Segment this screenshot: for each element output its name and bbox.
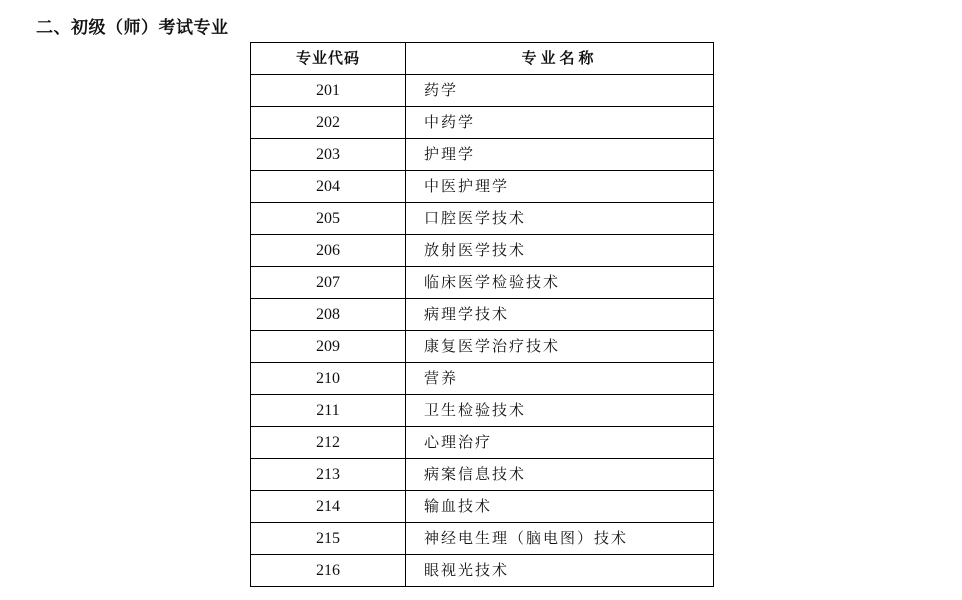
major-code-cell: 212 <box>251 427 406 459</box>
major-name-cell: 神经电生理（脑电图）技术 <box>406 523 714 555</box>
major-name-cell: 放射医学技术 <box>406 235 714 267</box>
major-name-cell: 卫生检验技术 <box>406 395 714 427</box>
section-heading: 二、初级（师）考试专业 <box>36 18 229 38</box>
major-code-cell: 205 <box>251 203 406 235</box>
table-row <box>251 331 714 363</box>
major-code-cell: 203 <box>251 139 406 171</box>
table-row <box>251 107 714 139</box>
majors-table <box>250 42 714 587</box>
major-code-cell: 216 <box>251 555 406 587</box>
table-row <box>251 555 714 587</box>
column-header-name: 专业名称 <box>406 43 714 75</box>
table-row <box>251 75 714 107</box>
major-name-cell: 病案信息技术 <box>406 459 714 491</box>
major-name-cell: 口腔医学技术 <box>406 203 714 235</box>
table-row <box>251 459 714 491</box>
table-row <box>251 523 714 555</box>
major-name-cell: 中药学 <box>406 107 714 139</box>
major-code-cell: 207 <box>251 267 406 299</box>
major-code-cell: 211 <box>251 395 406 427</box>
major-code-cell: 213 <box>251 459 406 491</box>
major-code-cell: 208 <box>251 299 406 331</box>
major-name-cell: 护理学 <box>406 139 714 171</box>
major-name-cell: 眼视光技术 <box>406 555 714 587</box>
table-row <box>251 267 714 299</box>
major-name-cell: 营养 <box>406 363 714 395</box>
major-code-cell: 209 <box>251 331 406 363</box>
table-row <box>251 491 714 523</box>
major-name-cell: 心理治疗 <box>406 427 714 459</box>
major-name-cell: 临床医学检验技术 <box>406 267 714 299</box>
major-code-cell: 210 <box>251 363 406 395</box>
major-code-cell: 215 <box>251 523 406 555</box>
column-header-code: 专业代码 <box>251 43 406 75</box>
table-row <box>251 203 714 235</box>
major-code-cell: 202 <box>251 107 406 139</box>
table-row <box>251 299 714 331</box>
major-code-cell: 206 <box>251 235 406 267</box>
table-header-row <box>251 43 714 75</box>
table-row <box>251 139 714 171</box>
table-row <box>251 427 714 459</box>
major-name-cell: 中医护理学 <box>406 171 714 203</box>
table-row <box>251 235 714 267</box>
table-row <box>251 171 714 203</box>
major-name-cell: 康复医学治疗技术 <box>406 331 714 363</box>
major-name-cell: 药学 <box>406 75 714 107</box>
major-code-cell: 201 <box>251 75 406 107</box>
major-name-cell: 病理学技术 <box>406 299 714 331</box>
table-row <box>251 363 714 395</box>
major-code-cell: 204 <box>251 171 406 203</box>
major-code-cell: 214 <box>251 491 406 523</box>
major-name-cell: 输血技术 <box>406 491 714 523</box>
table-row <box>251 395 714 427</box>
